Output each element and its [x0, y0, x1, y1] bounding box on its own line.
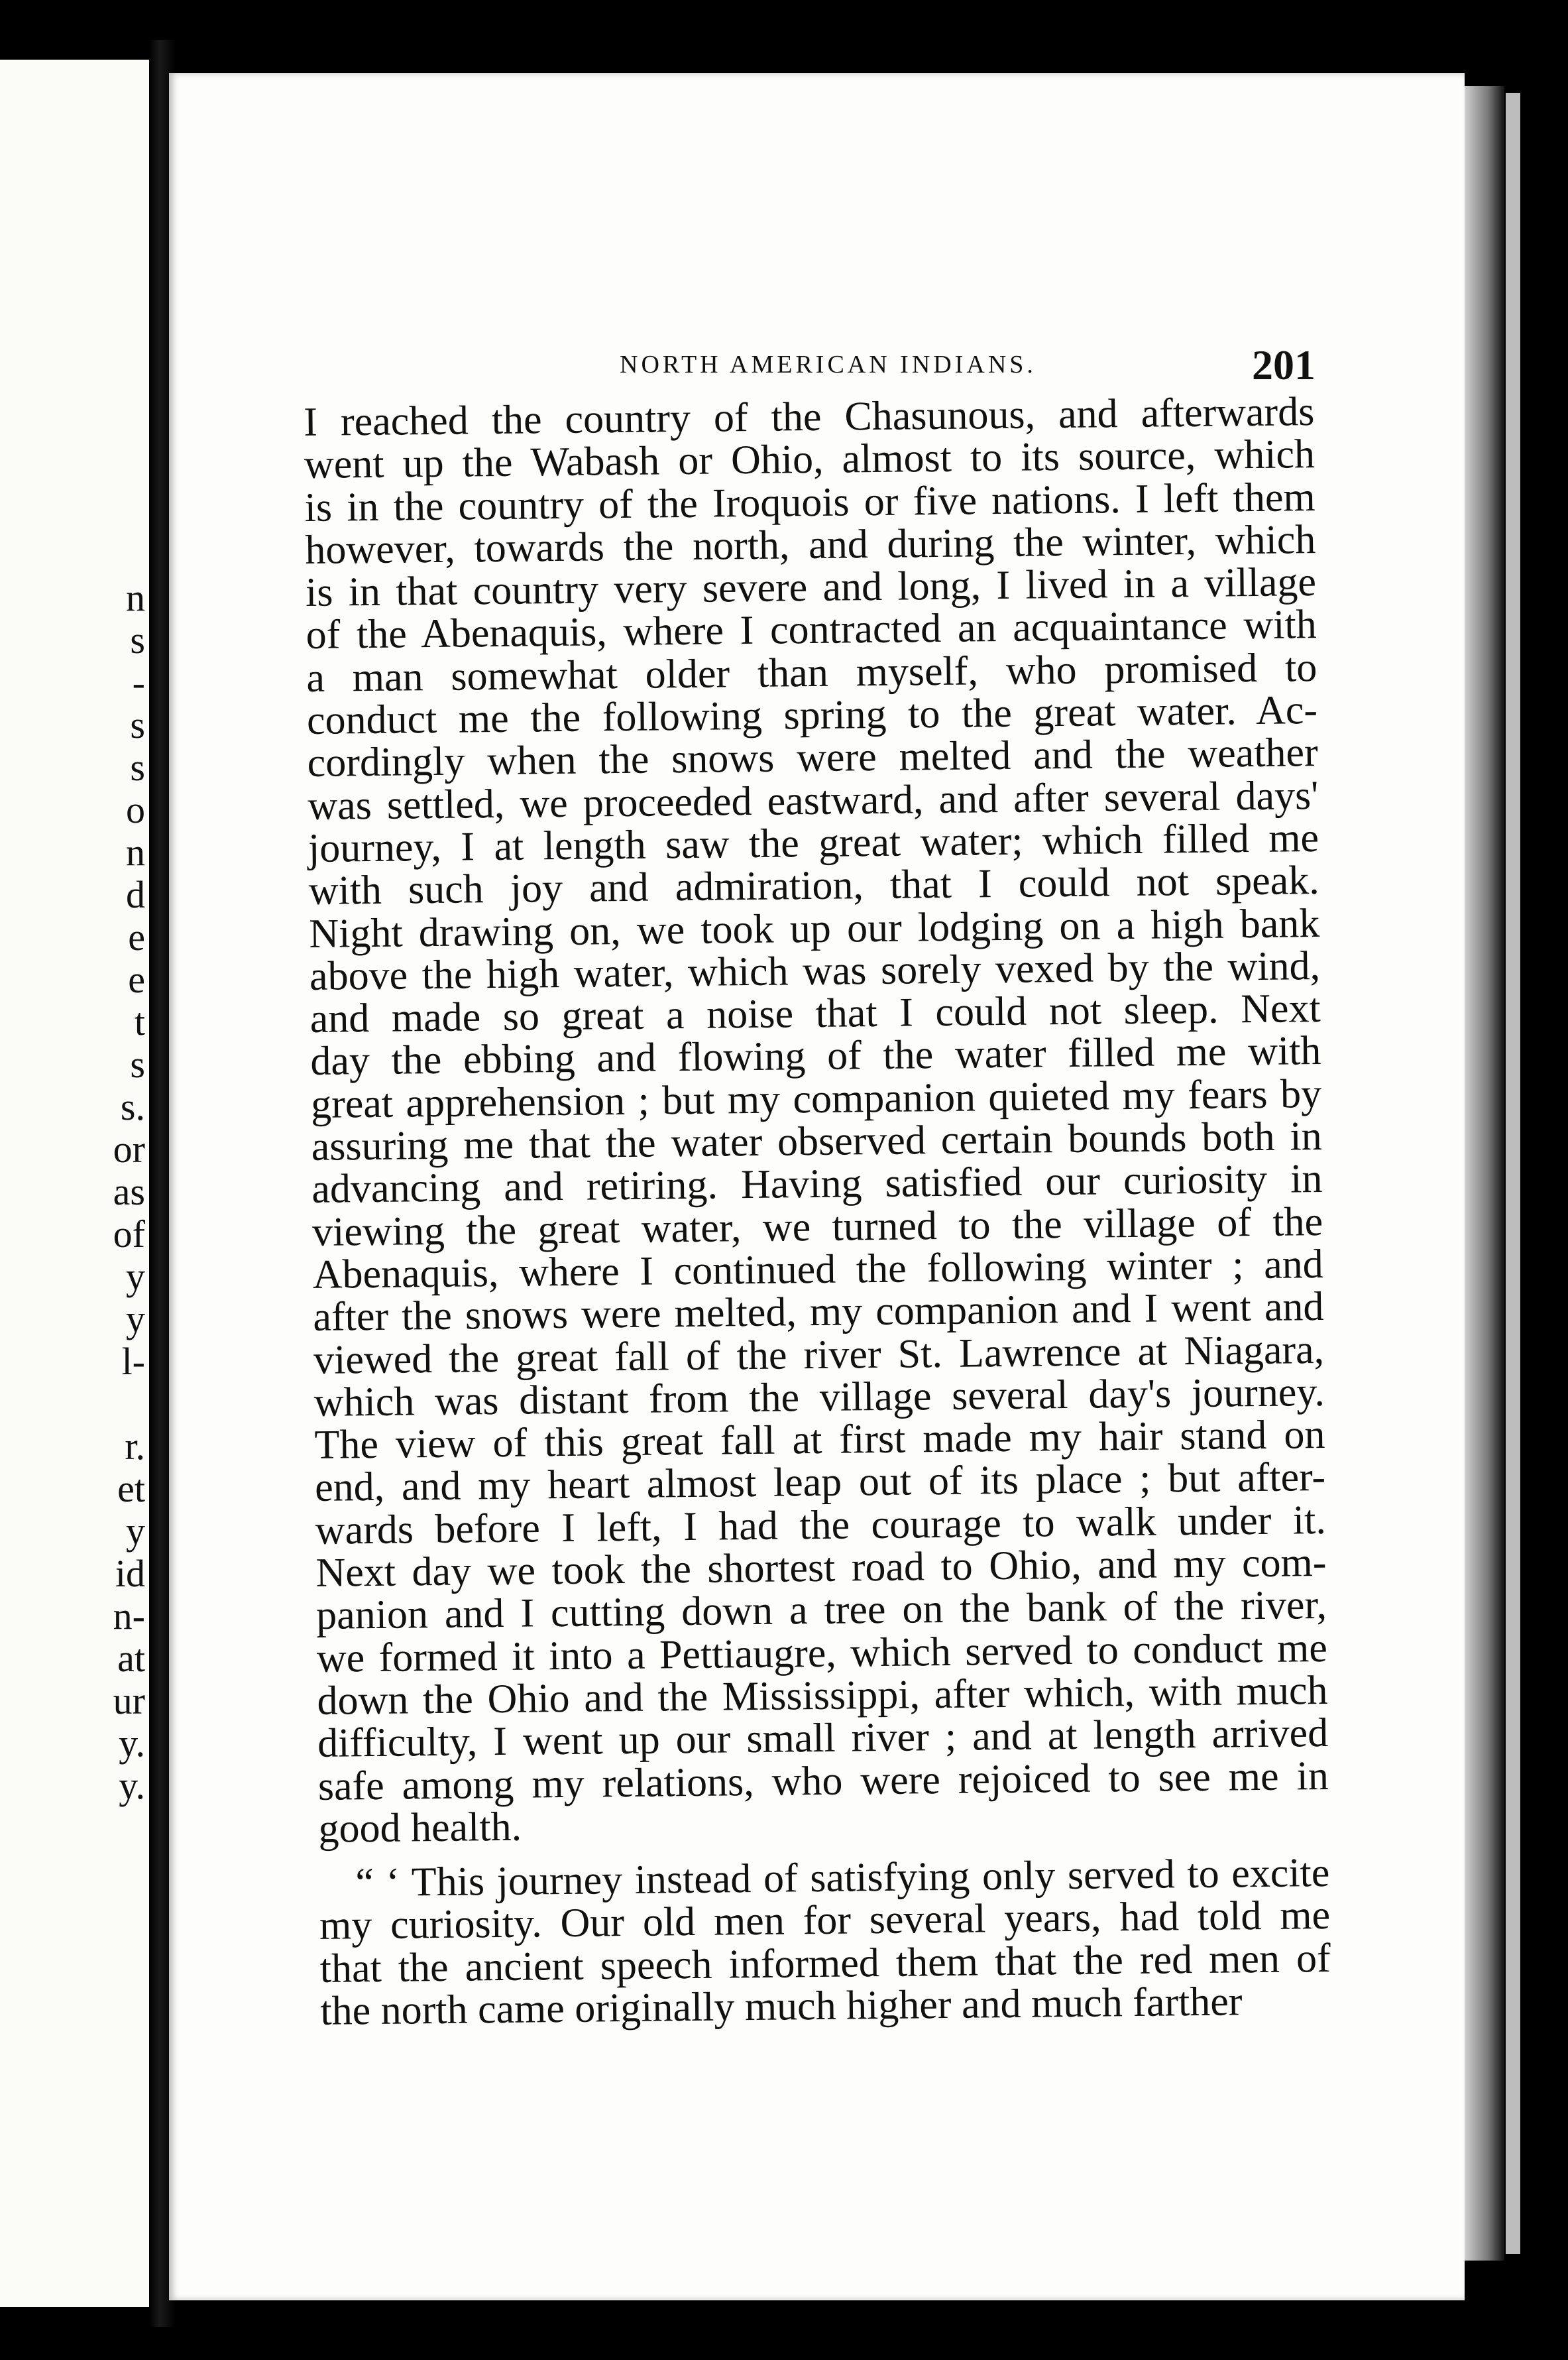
- left-page-fragment: y: [126, 1509, 145, 1553]
- text-line: “ ‘ This journey instead of satisfying only served to excite: [355, 1850, 1330, 1906]
- left-page-fragment: at: [117, 1637, 145, 1680]
- left-page-fragment: as: [113, 1170, 145, 1213]
- text-line: Night drawing on, we took up our lodging on a high bank: [309, 900, 1320, 957]
- running-head: NORTH AMERICAN INDIANS.: [620, 351, 1036, 379]
- left-page-fragment: n: [126, 831, 145, 874]
- text-line: end, and my heart almost leap out of its place ; but after-: [314, 1454, 1326, 1511]
- text-line: a man somewhat older than myself, who promised to: [306, 644, 1317, 701]
- paragraph: [319, 1852, 1331, 2033]
- left-page-fragment: y.: [119, 1722, 145, 1765]
- left-page-fragment: e: [128, 915, 145, 959]
- body-text: [304, 390, 1331, 2033]
- text-line: went up the Wabash or Ohio, almost to its source, which: [304, 432, 1316, 488]
- text-line: I reached the country of the Chasunous, and afterwards: [303, 389, 1315, 445]
- page-stack-edge: [1506, 93, 1520, 2254]
- text-line: after the snows were melted, my companion and I went and: [313, 1284, 1324, 1340]
- text-line: my curiosity. Our old men for several years, had told me: [319, 1893, 1331, 1949]
- left-page-fragment: [113, 1383, 145, 1425]
- left-page-fragment: r.: [125, 1425, 145, 1468]
- left-page-fragment: s.: [120, 1085, 145, 1128]
- paragraph: [304, 390, 1329, 1850]
- left-page-fragment: y.: [119, 1764, 145, 1807]
- text-line: down the Ohio and the Mississippi, after which, with much: [317, 1667, 1328, 1724]
- left-page-fragment: id: [115, 1552, 145, 1595]
- text-line: viewing the great water, we turned to the village of the: [311, 1199, 1323, 1255]
- text-line: advancing and retiring. Having satisfied our curiosity in: [311, 1156, 1323, 1212]
- text-line: day the ebbing and flowing of the water filled me with: [310, 1028, 1321, 1085]
- page-header: [434, 341, 1316, 391]
- left-page-fragment: l-: [121, 1340, 145, 1383]
- text-line: which was distant from the village several day's journey.: [313, 1369, 1325, 1425]
- page-edge-shadow: [1465, 86, 1504, 2261]
- left-page-fragment: -: [132, 661, 145, 704]
- left-page-fragment: n: [126, 576, 145, 619]
- left-page-fragment: s: [130, 703, 145, 746]
- left-page-fragment: s: [130, 746, 145, 789]
- left-page-fragment: n-: [113, 1594, 145, 1637]
- text-line: difficulty, I went up our small river ; and at length arrived: [317, 1710, 1329, 1767]
- text-line: the north came originally much higher and much farther: [320, 1979, 1243, 2034]
- text-line: cordingly when the snows were melted and the weather: [307, 730, 1318, 786]
- left-page-fragment: s: [130, 619, 145, 662]
- text-line: great apprehension ; but my companion quieted my fears by: [310, 1071, 1322, 1127]
- left-page-edge: [0, 60, 153, 2307]
- text-line: was settled, we proceeded eastward, and after several days': [308, 772, 1319, 829]
- text-line: conduct me the following spring to the great water. Ac-: [306, 687, 1318, 744]
- text-line: that the ancient speech informed them that the red men of: [319, 1935, 1331, 1991]
- page-number: 201: [1252, 341, 1316, 388]
- left-page-fragment: or: [113, 1128, 145, 1171]
- text-line: Next day we took the shortest road to Ohio, and my com-: [315, 1539, 1327, 1596]
- text-line: safe among my relations, who were rejoiced to see me in: [317, 1753, 1329, 1809]
- left-page-fragment: et: [117, 1467, 145, 1510]
- left-page-fragment: d: [126, 873, 145, 916]
- text-line: above the high water, which was sorely vexed by the wind,: [309, 943, 1321, 999]
- left-page-fragment: y: [126, 1255, 145, 1298]
- text-line: is in that country very severe and long, I lived in a village: [305, 560, 1317, 616]
- text-line: good health.: [318, 1804, 522, 1852]
- left-page-fragment: t: [134, 1000, 145, 1043]
- text-line: of the Abenaquis, where I contracted an acquaintance with: [306, 602, 1317, 658]
- text-line: The view of this great fall at first made my hair stand on: [314, 1412, 1325, 1468]
- text-line: however, towards the north, and during the winter, which: [304, 516, 1316, 573]
- left-page-fragment: of: [113, 1212, 145, 1256]
- text-line: with such joy and admiration, that I could not speak.: [308, 858, 1320, 914]
- text-line: wards before I left, I had the courage to walk under it.: [315, 1497, 1327, 1553]
- text-line: is in the country of the Iroquois or five nations. I left them: [304, 474, 1316, 530]
- left-page-text-fragments: [113, 577, 145, 1807]
- left-page-fragment: ur: [113, 1679, 145, 1722]
- left-page-fragment: o: [126, 788, 145, 831]
- left-page-fragment: y: [126, 1297, 145, 1340]
- text-line: viewed the great fall of the river St. Lawrence at Niagara,: [313, 1327, 1325, 1383]
- text-line: panion and I cutting down a tree on the bank of the river,: [315, 1582, 1327, 1639]
- text-line: and made so great a noise that I could not sleep. Next: [309, 986, 1321, 1042]
- left-page-fragment: s: [130, 1043, 145, 1086]
- text-line: Abenaquis, where I continued the following winter ; and: [312, 1241, 1324, 1297]
- left-page-fragment: e: [128, 958, 145, 1001]
- text-line: journey, I at length saw the great water; which filled me: [308, 815, 1319, 871]
- text-line: assuring me that the water observed certain bounds both in: [311, 1114, 1323, 1169]
- text-line: we formed it into a Pettiaugre, which served to conduct me: [316, 1625, 1328, 1681]
